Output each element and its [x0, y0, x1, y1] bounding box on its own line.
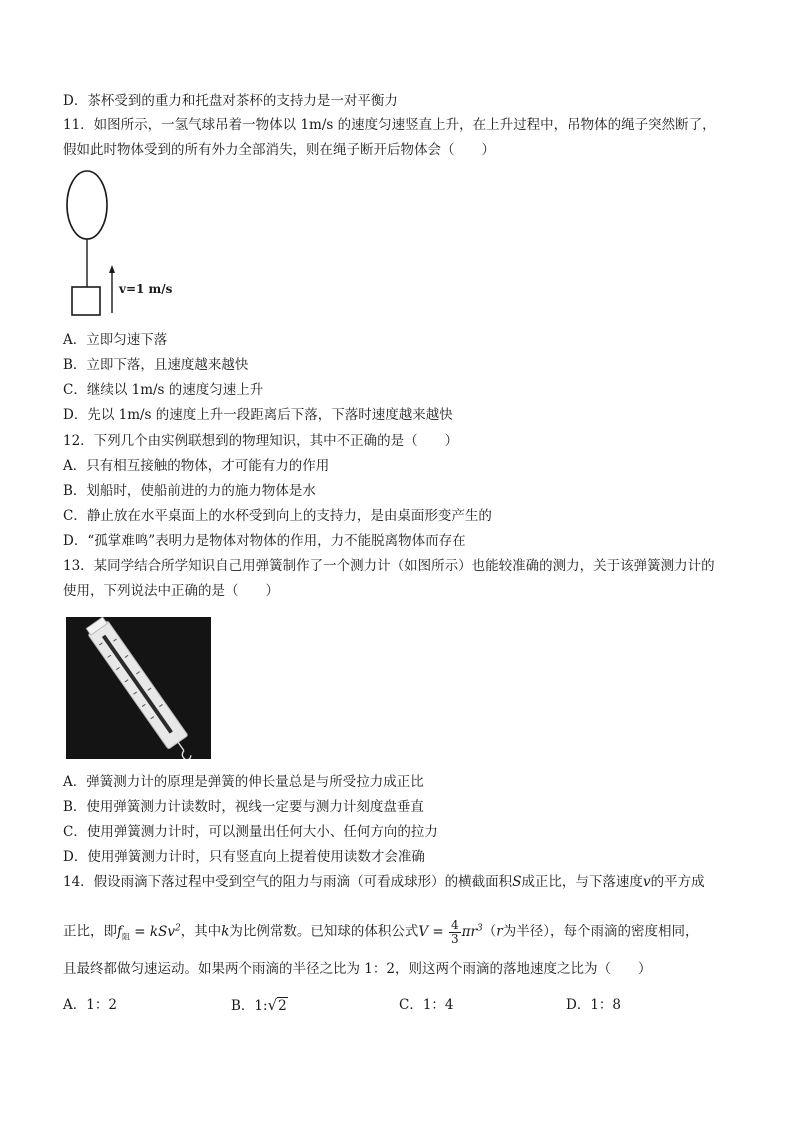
q12-option-b: B．划船时，使船前进的力的施力物体是水: [63, 483, 316, 499]
formula-f-resist: $f_阻 = kSv^2$: [117, 923, 181, 942]
q12-option-d: D．“孤掌难鸣”表明力是物体对物体的作用，力不能脱离物体而存在: [63, 533, 466, 549]
velocity-arrowhead: [109, 265, 115, 273]
q11-stem-line1: 11．如图所示，一氢气球吊着一物体以 1m/s 的速度匀速竖直上升，在上升过程中，吊物体的绳子突然断了，: [63, 117, 716, 133]
q14-option-c: C．1：4: [399, 997, 454, 1013]
spring-scale-photo: [66, 617, 211, 759]
balloon-figure: [60, 165, 200, 320]
q13-stem-line1: 13．某同学结合所学知识自己用弹簧制作了一个测力计（如图所示）也能较准确的测力，关于该弹簧测力计的: [63, 558, 715, 574]
hanging-object: [72, 287, 100, 315]
q14-option-a: A．1：2: [63, 997, 117, 1013]
q14-stem-line2: 正比，即$f_阻 = kSv^2$，其中k为比例常数。已知球的体积公式V = $\frac{4}{3}$ $\pi r^3(r$为半径），每个雨滴的密度相同，: [63, 917, 699, 946]
q13-option-b: B．使用弹簧测力计读数时，视线一定要与测力计刻度盘垂直: [63, 799, 424, 815]
q14-stem-line1: 14．假设雨滴下落过程中受到空气的阻力与雨滴（可看成球形）的横截面积S成正比，与下落速度v的平方成: [63, 874, 705, 890]
q12-option-a: A．只有相互接触的物体，才可能有力的作用: [63, 458, 330, 474]
q11-option-c: C．继续以 1m/s 的速度匀速上升: [63, 382, 264, 398]
q10-option-d: D．茶杯受到的重力和托盘对茶杯的支持力是一对平衡力: [63, 93, 398, 109]
q11-option-b: B．立即下落，且速度越来越快: [63, 357, 249, 373]
formula-volume: V = $\frac{4}{3}$ $\pi r^3$: [418, 917, 483, 946]
q13-stem-line2: 使用，下列说法中正确的是（ ）: [63, 583, 279, 599]
q13-option-a: A．弹簧测力计的原理是弹簧的伸长量总是与所受拉力成正比: [63, 774, 424, 790]
sqrt-icon: √: [267, 996, 278, 1014]
q11-option-d: D．先以 1m/s 的速度上升一段距离后下落，下落时速度越来越快: [63, 407, 453, 423]
q12-stem: 12．下列几个由实例联想到的物理知识，其中不正确的是（ ）: [63, 433, 459, 449]
q11-option-a: A．立即匀速下落: [63, 332, 168, 348]
q14-stem-line3: 且最终都做匀速运动。如果两个雨滴的半径之比为 1：2，则这两个雨滴的落地速度之比为（ ）: [63, 961, 652, 977]
q14-option-b: B．1:√2: [231, 996, 287, 1014]
velocity-label: v=1 m/s: [119, 282, 173, 296]
balloon-shape: [67, 171, 107, 239]
q13-option-c: C．使用弹簧测力计时，可以测量出任何大小、任何方向的拉力: [63, 824, 438, 840]
q14-option-d: D．1：8: [566, 997, 622, 1013]
q13-option-d: D．使用弹簧测力计时，只有竖直向上提着使用读数才会准确: [63, 849, 425, 865]
q11-stem-line2: 假如此时物体受到的所有外力全部消失，则在绳子断开后物体会（ ）: [63, 142, 495, 158]
q12-option-c: C．静止放在水平桌面上的水杯受到向上的支持力，是由桌面形变产生的: [63, 508, 492, 524]
